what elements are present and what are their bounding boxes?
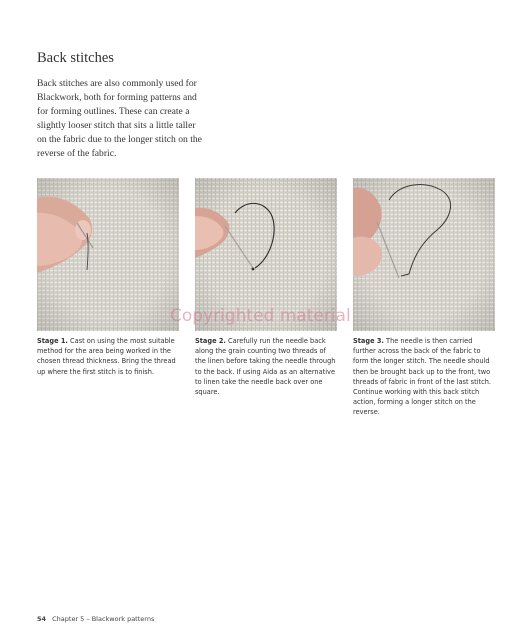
section-heading: Back stitches (37, 50, 114, 66)
stage-2-caption (195, 336, 337, 397)
stage-3-text: The needle is then carried further across the back of the fabric to form the longer stitch. The needle should then be brought back up to the front, two threads of fabric in front of the last stitch. Continue working with this back stitch action, forming a longer stitch on the reverse. (353, 337, 491, 417)
stage-1-text: Cast on using the most suitable method for the area being worked in the chosen thread thickness. Bring the thread up where the first stitch is to finish. (37, 337, 176, 376)
stage-2-title: Stage 2. (195, 337, 226, 345)
stage-1-title: Stage 1. (37, 337, 68, 345)
stage-1-photo (37, 178, 179, 331)
copyright-watermark: Copyrighted material (170, 306, 351, 326)
stage-3-photo (353, 178, 495, 331)
stage-3-caption (353, 336, 495, 418)
chapter-label: Chapter 5 – Blackwork patterns (52, 615, 155, 623)
page-number: 54 (37, 615, 47, 623)
stage-3-title: Stage 3. (353, 337, 384, 345)
page-footer (37, 615, 154, 623)
stage-2-text: Carefully run the needle back along the grain counting two threads of the linen before taking the needle through to the back. If using Aida as an alternative to linen take the needle back over one square. (195, 337, 336, 397)
stage-1-caption (37, 336, 179, 377)
intro-paragraph: Back stitches are also commonly used for Blackwork, both for forming patterns and for forming outlines. These can create a slightly looser stitch that sits a little taller on the fabric due to the longer stitch on the reverse of the fabric. (37, 78, 202, 159)
